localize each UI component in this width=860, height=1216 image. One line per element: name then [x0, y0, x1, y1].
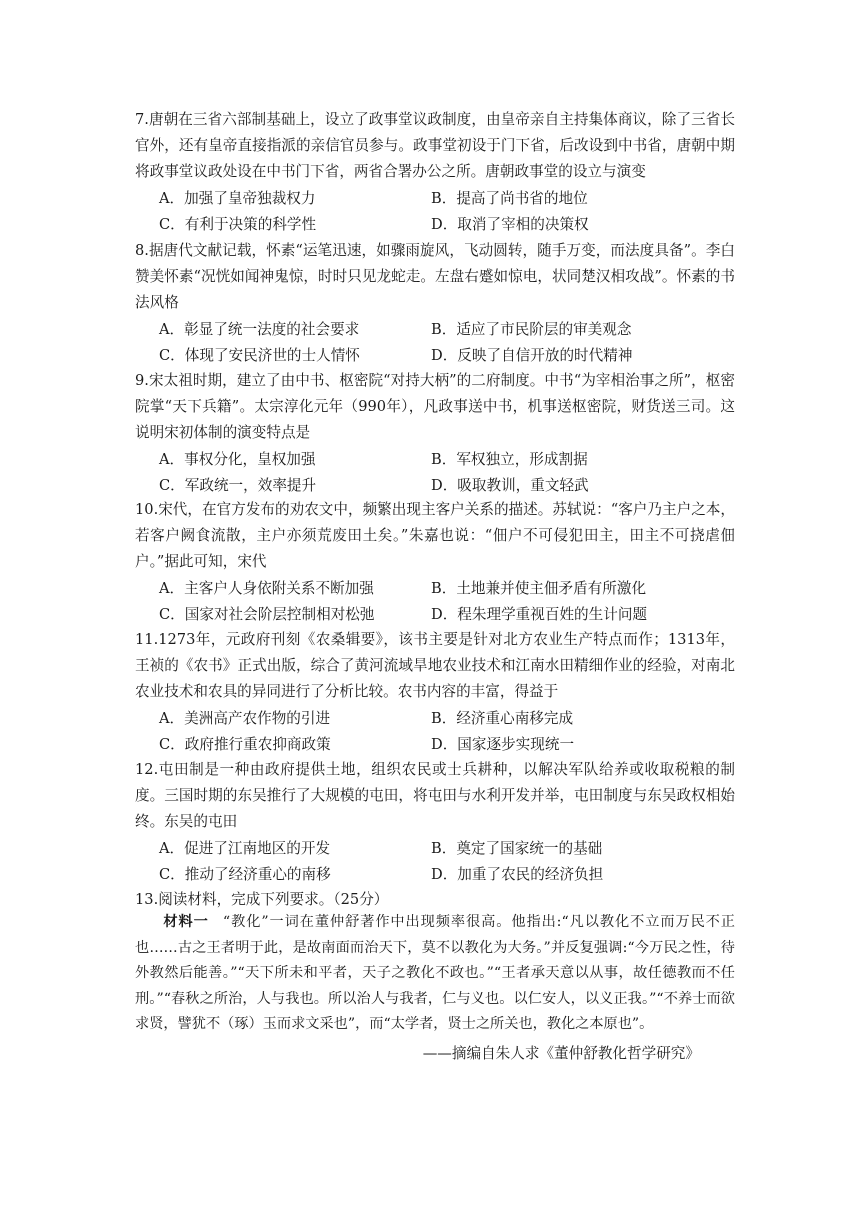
answer-options [135, 576, 735, 628]
question-stem: 10.宋代，在官方发布的劝农文中，频繁出现主客户关系的描述。苏轼说：“客户乃主户之本，若客户阙食流散，主户亦须荒废田土矣。”朱嘉也说：“佃户不可侵犯田主，田主不可挠虐佃户。”据此可知，宋代 [135, 501, 735, 571]
question-7 [135, 107, 735, 238]
question-8 [135, 238, 735, 369]
material-passage [135, 910, 735, 1038]
option-c: C．军政统一，效率提升 [159, 476, 317, 494]
answer-options [135, 447, 735, 499]
option-d: D．反映了自信开放的时代精神 [431, 346, 633, 364]
answer-options [135, 836, 735, 888]
option-d: D．国家逐步实现统一 [431, 735, 575, 753]
question-stem: 12.屯田制是一种由政府提供土地，组织农民或士兵耕种，以解决军队给养或收取税粮的制度。三国时期的东吴推行了大规模的屯田，将屯田与水利开发并举，屯田制度与东吴政权相始终。东吴的屯田 [135, 761, 735, 831]
question-stem: 13.阅读材料，完成下列要求。（25分） [135, 891, 389, 908]
option-d: D．程朱理学重视百姓的生计问题 [431, 605, 648, 623]
option-b: B．适应了市民阶层的审美观念 [431, 320, 632, 338]
option-a: A．事权分化，皇权加强 [159, 450, 316, 468]
option-b: B．军权独立，形成割据 [431, 450, 588, 468]
option-b: B．土地兼并使主佃矛盾有所激化 [431, 579, 647, 597]
option-c: C．体现了安民济世的士人情怀 [159, 346, 360, 364]
question-11 [135, 627, 735, 758]
question-9 [135, 368, 735, 499]
answer-options [135, 317, 735, 369]
question-stem: 7.唐朝在三省六部制基础上，设立了政事堂议政制度，由皇帝亲自主持集体商议，除了三省长官外，还有皇帝直接指派的亲信官员参与。政事堂初设于门下省，后改设到中书省，唐朝中期将政事堂议政处设在中书门下省，两省合署办公之所。唐朝政事堂的设立与演变 [135, 111, 735, 181]
option-a: A．彰显了统一法度的社会要求 [159, 320, 360, 338]
option-b: B．提高了尚书省的地位 [431, 189, 588, 207]
material-source: ——摘编自朱人求《董仲舒教化哲学研究》 [422, 1045, 700, 1062]
option-b: B．奠定了国家统一的基础 [431, 839, 603, 857]
question-12 [135, 757, 735, 888]
material-label: 材料一 [163, 914, 209, 930]
option-c: C．推动了经济重心的南移 [159, 865, 331, 883]
question-stem: 11.1273年，元政府刊刻《农桑辑要》，该书主要是针对北方农业生产特点而作；1313年，王祯的《农书》正式出版，综合了黄河流域旱地农业技术和江南水田精细作业的经验，对南北农业技术和农具的异同进行了分析比较。农书内容的丰富，得益于 [135, 631, 735, 701]
option-c: C．有利于决策的科学性 [159, 215, 317, 233]
option-a: A．美洲高产农作物的引进 [159, 709, 331, 727]
material-text: “教化”一词在董仲舒著作中出现频率很高。他指出:“凡以教化不立而万民不正也……古之王者明于此，是故南面而治天下，莫不以教化为大务。”并反复强调:“今万民之性，待外教然后能善。”“天下所未和平者，天子之教化不政也。”“王者承天意以从事，故任德教而不任刑。”“春秋之所治，人与我也。所以治人与我者，仁与义也。以仁安人，以义正我。”“不养士而欲求贤，譬犹不（琢）玉而求文采也”，而“太学者，贤士之所关也，教化之本原也”。 [135, 914, 735, 1032]
question-10 [135, 497, 735, 628]
option-c: C．国家对社会阶层控制相对松弛 [159, 605, 375, 623]
question-stem: 8.据唐代文献记载，怀素“运笔迅速，如骤雨旋风，飞动圆转，随手万变，而法度具备”。李白赞美怀素“况恍如闻神鬼惊，时时只见龙蛇走。左盘右蹙如惊电，状同楚汉相攻战”。怀素的书法风格 [135, 242, 735, 312]
option-a: A．主客户人身依附关系不断加强 [159, 579, 374, 597]
option-a: A．加强了皇帝独裁权力 [159, 189, 316, 207]
option-d: D．加重了农民的经济负担 [431, 865, 604, 883]
answer-options [135, 186, 735, 238]
question-stem: 9.宋太祖时期，建立了由中书、枢密院“对持大柄”的二府制度。中书“为宰相治事之所”，枢密院掌“天下兵籍”。太宗淳化元年（990年），凡政事送中书，机事送枢密院，财货送三司。这说明宋初体制的演变特点是 [135, 372, 735, 442]
option-a: A．促进了江南地区的开发 [159, 839, 331, 857]
option-b: B．经济重心南移完成 [431, 709, 574, 727]
option-c: C．政府推行重农抑商政策 [159, 735, 331, 753]
option-d: D．取消了宰相的决策权 [431, 215, 589, 233]
answer-options [135, 706, 735, 758]
option-d: D．吸取教训，重文轻武 [431, 476, 589, 494]
